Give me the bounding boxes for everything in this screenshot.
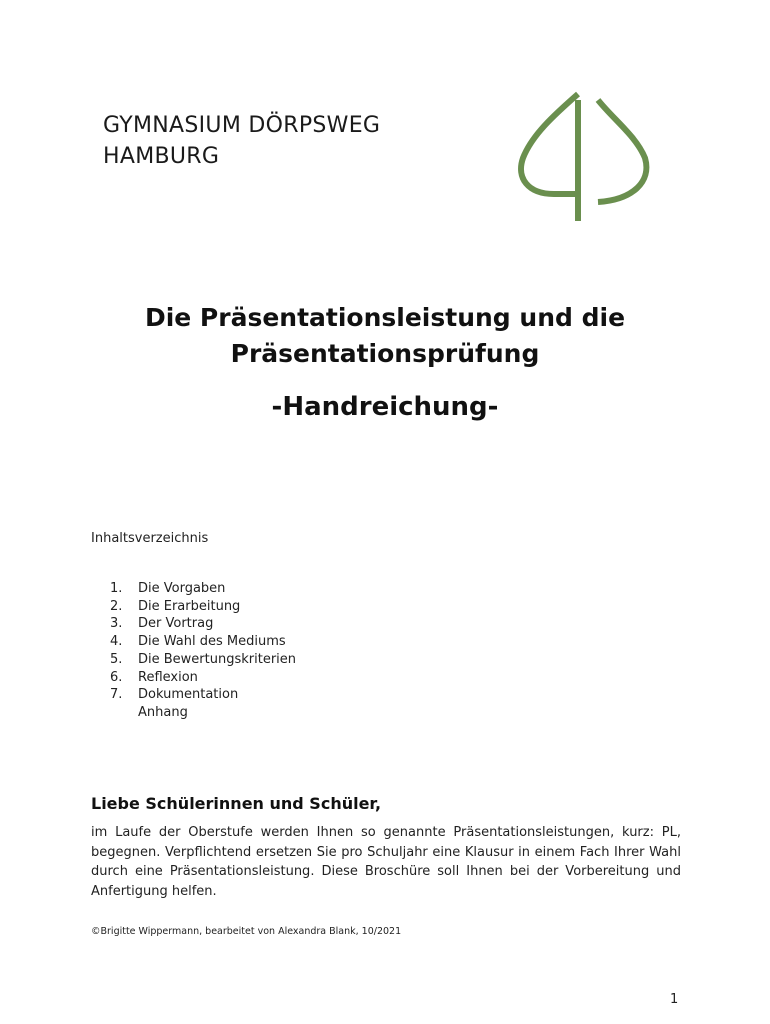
document-title [0, 300, 770, 372]
toc-appendix: Anhang [138, 705, 188, 720]
toc-item [110, 651, 296, 669]
toc-item [110, 598, 296, 616]
toc-item-label: Dokumentation [138, 687, 239, 703]
toc-item [110, 580, 296, 598]
document-subtitle: -Handreichung- [271, 392, 499, 422]
author-credit: ©Brigitte Wippermann, bearbeitet von Alexandra Blank, 10/2021 [91, 926, 402, 937]
intro-paragraph: im Laufe der Oberstufe werden Ihnen so genannte Präsentationsleistungen, kurz: PL, begegnen. Verpflichtend ersetzen Sie pro Schuljahr eine Klausur in einem Fach Ihrer Wahl durch eine Präsentationsleistung. Diese Broschüre soll Ihnen bei der Vorbereitung und Anfertigung helfen. [91, 825, 681, 899]
toc-item [110, 669, 296, 687]
leaf-logo-icon [514, 90, 654, 225]
toc-list [110, 580, 296, 704]
toc-item-label: Die Wahl des Mediums [138, 634, 286, 650]
school-name-line2: HAMBURG [103, 144, 220, 169]
school-name [103, 110, 380, 172]
page-number: 1 [670, 992, 679, 1007]
toc-item-number: 1. [110, 581, 123, 596]
toc-item [110, 633, 296, 651]
toc-item-number: 6. [110, 669, 123, 685]
document-title-line2: Präsentationsprüfung [230, 339, 540, 368]
document-title-line1: Die Präsentationsleistung und die [144, 303, 626, 332]
toc-item-label: Die Vorgaben [138, 581, 226, 596]
toc-heading: Inhaltsverzeichnis [91, 531, 209, 546]
toc-item-number: 4. [110, 634, 123, 650]
toc-item-label: Die Bewertungskriterien [138, 651, 297, 667]
toc-item [110, 686, 296, 704]
toc-item-number: 7. [110, 687, 123, 703]
toc-item [110, 615, 296, 633]
toc-item-label: Reflexion [138, 669, 198, 685]
toc-item-label: Der Vortrag [138, 616, 214, 632]
greeting-heading: Liebe Schülerinnen und Schüler, [91, 794, 382, 813]
school-name-line1: GYMNASIUM DÖRPSWEG [103, 113, 381, 138]
toc-item-number: 2. [110, 598, 123, 614]
toc-item-number: 5. [110, 651, 123, 667]
toc-item-number: 3. [110, 616, 123, 632]
toc-item-label: Die Erarbeitung [138, 598, 241, 614]
